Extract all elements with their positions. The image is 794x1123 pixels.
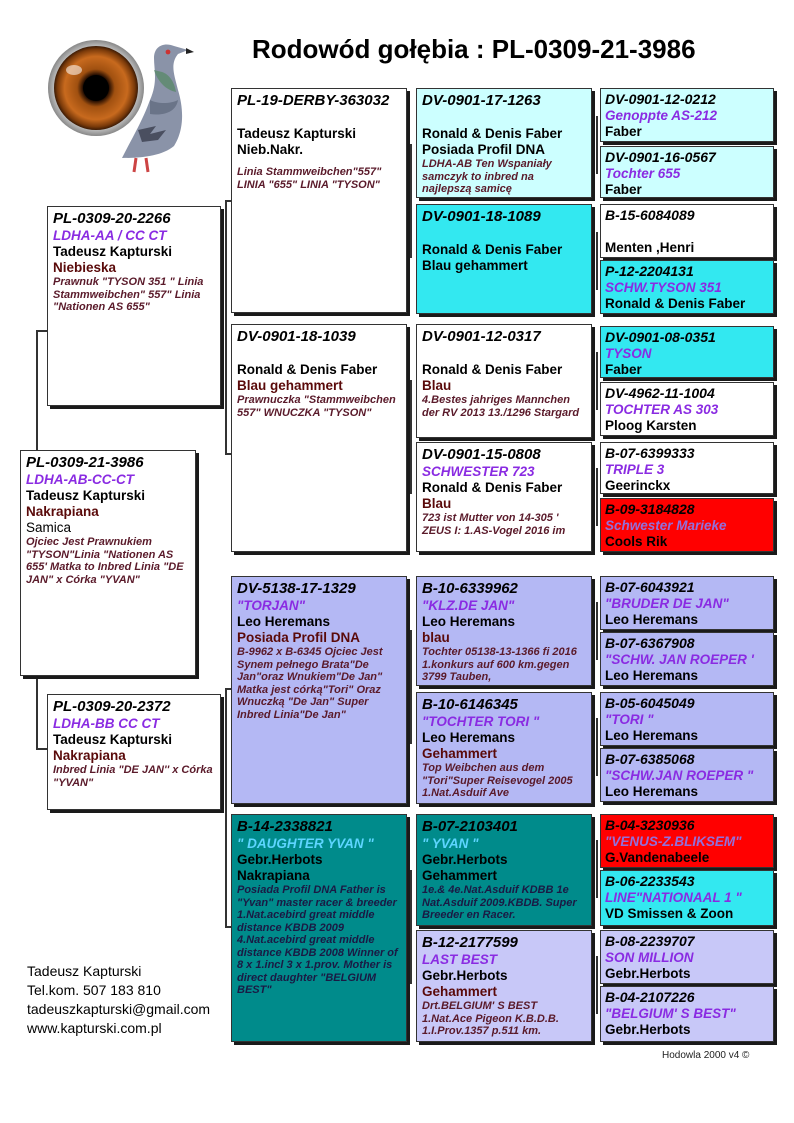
ring-number: DV-0901-18-1039 (237, 328, 356, 345)
g5-card (600, 814, 774, 868)
g5-card (600, 748, 774, 802)
mother-sire-card (231, 576, 407, 804)
notes: Drt.BELGIUM' S BEST 1.Nat.Ace Pigeon K.B.D.B. 1.I.Prov.1357 p.511 km. (422, 1000, 559, 1037)
ring-number: B-07-6043921 (605, 579, 695, 595)
pigeon-name: "KLZ.DE JAN" (422, 598, 515, 613)
ggp-mmf-card (416, 814, 592, 926)
ggp-fff-card (416, 88, 592, 198)
pigeon-name: "SCHW.JAN ROEPER " (605, 768, 754, 783)
contact-phone: Tel.kom. 507 183 810 (27, 982, 161, 998)
breeder: Faber (605, 124, 642, 139)
pigeon-name: "SCHW. JAN ROEPER ' (605, 652, 754, 667)
color: Blau (422, 496, 452, 511)
pigeon-name: LAST BEST (422, 952, 498, 967)
color: Blau gehammert (237, 378, 343, 393)
breeder: Geerinckx (605, 478, 671, 493)
ring-number: PL-0309-21-3986 (26, 454, 144, 471)
g5-card (600, 870, 774, 926)
breeder: Leo Heremans (605, 784, 699, 799)
ring-number: B-10-6146345 (422, 696, 518, 713)
ring-number: PL-0309-20-2266 (53, 210, 171, 227)
breeder: Ronald & Denis Faber (237, 362, 378, 377)
breeder: Menten ,Henri (605, 240, 695, 255)
notes: Posiada Profil DNA Father is "Yvan" master racer & breeder 1.Nat.acebird great middle distance KBDB 2009 4.Nat.acebird great middle distance KBDB 2008 Winner of 8 x 1.incl 3 x 1.prov. Mother is direct daughter "BELGIUM BEST" (237, 884, 398, 996)
ring-number: DV-0901-17-1263 (422, 92, 541, 109)
color: Posiada Profil DNA (237, 630, 361, 645)
notes: B-9962 x B-6345 Ojciec Jest Synem pełnego Brata"De Jan"oraz Wnukiem"De Jan" Matka jest córką"Tori" Oraz Wnuczką "De Jan" Super Inbred Linia"De Jan" (237, 646, 383, 721)
ring-number: B-07-6367908 (605, 635, 695, 651)
ring-number: P-12-2204131 (605, 263, 694, 279)
breeder: Tadeusz Kapturski (53, 732, 173, 747)
breeder: Faber (605, 362, 642, 377)
breeder: Gebr.Herbots (422, 852, 508, 867)
color: Nakrapiana (237, 868, 310, 883)
color: Gehammert (422, 868, 498, 883)
ring-number: B-07-2103401 (422, 818, 518, 835)
ring-number: B-04-3230936 (605, 817, 695, 833)
pigeon-name: SON MILLION (605, 950, 694, 965)
pigeon-name (605, 224, 769, 240)
breeder: Leo Heremans (605, 668, 699, 683)
g5-card (600, 146, 774, 198)
ring-number: B-07-6399333 (605, 445, 695, 461)
mother-card (47, 694, 221, 810)
ring-number: DV-5138-17-1329 (237, 580, 356, 597)
ring-number: B-08-2239707 (605, 933, 695, 949)
pigeon-name: "TORJAN" (237, 598, 306, 613)
ggp-mff-card (416, 576, 592, 686)
ring-number: DV-0901-12-0317 (422, 328, 541, 345)
pigeon-name: TRIPLE 3 (605, 462, 665, 477)
pigeon-name: SCHWESTER 723 (422, 464, 535, 479)
color: Gehammert (422, 746, 498, 761)
notes: Linia Stammweibchen"557" LINIA "655" LINIA "TYSON" (237, 166, 382, 191)
footer-version: Hodowla 2000 v4 © (662, 1050, 750, 1061)
g5-card (600, 498, 774, 552)
breeder: G.Vandenabeele (605, 850, 710, 865)
g5-card (600, 88, 774, 142)
pigeon-name: "TORI " (605, 712, 654, 727)
g5-card (600, 382, 774, 436)
notes: Prawnuczka "Stammweibchen 557" WNUCZKA "TYSON" (237, 394, 396, 419)
ring-number: DV-0901-18-1089 (422, 208, 541, 225)
page-title: Rodowód gołębia : PL-0309-21-3986 (252, 34, 696, 64)
breeder: Gebr.Herbots (422, 968, 508, 983)
mother-dam-card (231, 814, 407, 1042)
breeder: Gebr.Herbots (605, 966, 691, 981)
notes: 4.Bestes jahriges Mannchen der RV 2013 13./1296 Stargard (422, 394, 580, 419)
breeder: Ronald & Denis Faber (422, 480, 563, 495)
pigeon-name: Genoppte AS-212 (605, 108, 718, 123)
ring-number: B-09-3184828 (605, 501, 695, 517)
notes: LDHA-AB Ten Wspaniały samczyk to inbred na najlepszą samicę (422, 158, 552, 195)
color: Gehammert (422, 984, 498, 999)
ggp-fmm-card (416, 442, 592, 552)
g5-card (600, 442, 774, 494)
notes: Top Weibchen aus dem "Tori"Super Reisevogel 2005 1.Nat.Asduif Ave (422, 762, 573, 799)
breeder: Tadeusz Kapturski (53, 244, 173, 259)
sex: Samica (26, 520, 72, 535)
breeder: Tadeusz Kapturski (237, 126, 357, 141)
g5-card (600, 930, 774, 984)
notes: Tochter 05138-13-1366 fi 2016 1.konkurs auf 600 km.gegen 3799 Tauben, (422, 646, 577, 683)
father-dam-card (231, 324, 407, 552)
ggp-fmf-card (416, 324, 592, 438)
notes: Inbred Linia "DE JAN'' x Córka "YVAN" (53, 764, 213, 789)
breeder: VD Smissen & Zoon (605, 906, 734, 921)
ring-number: B-12-2177599 (422, 934, 518, 951)
breeder: Ronald & Denis Faber (605, 296, 746, 311)
g5-card (600, 204, 774, 258)
breeder: Leo Heremans (605, 612, 699, 627)
breeder: Cools Rik (605, 534, 668, 549)
contact-email[interactable]: tadeuszkapturski@gmail.com (27, 1001, 211, 1017)
ggp-ffm-card (416, 204, 592, 314)
color: Blau (422, 378, 452, 393)
breeder: Leo Heremans (605, 728, 699, 743)
breeder: Gebr.Herbots (237, 852, 323, 867)
color: Nakrapiana (53, 748, 126, 763)
pigeon-name: Schwester Marieke (605, 518, 727, 533)
ring-number: B-07-6385068 (605, 751, 695, 767)
g5-card (600, 576, 774, 630)
ring-number: B-05-6045049 (605, 695, 695, 711)
ring-number: DV-0901-15-0808 (422, 446, 541, 463)
contact-website[interactable]: www.kapturski.com.pl (27, 1020, 162, 1036)
color: Posiada Profil DNA (422, 142, 546, 157)
eye-and-pigeon-logo (46, 30, 196, 190)
breeder: Faber (605, 182, 642, 197)
ring-number: PL-0309-20-2372 (53, 698, 171, 715)
ring-number: PL-19-DERBY-363032 (237, 92, 390, 109)
ring-number: B-04-2107226 (605, 989, 695, 1005)
breeder: Gebr.Herbots (605, 1022, 691, 1037)
pigeon-name: "BELGIUM' S BEST" (605, 1006, 736, 1021)
ring-number: B-10-6339962 (422, 580, 518, 597)
contact-name: Tadeusz Kapturski (27, 963, 142, 979)
breeder: Ploog Karsten (605, 418, 697, 433)
pigeon-name: TOCHTER AS 303 (605, 402, 719, 417)
ring-number: DV-4962-11-1004 (605, 385, 715, 401)
g5-card (600, 692, 774, 746)
subject-card (20, 450, 196, 676)
ring-number: DV-0901-08-0351 (605, 329, 716, 345)
color: Nakrapiana (26, 504, 99, 519)
pigeon-name: SCHW.TYSON 351 (605, 280, 722, 295)
contact-info (27, 962, 210, 1038)
color: Blau gehammert (422, 258, 528, 273)
pigeon-name: "BRUDER DE JAN" (605, 596, 729, 611)
pigeon-name: LDHA-AB-CC-CT (26, 472, 134, 487)
pigeon-name: " YVAN " (422, 836, 479, 851)
ggp-mmm-card (416, 930, 592, 1042)
notes: Prawnuk "TYSON 351 " Linia Stammweibchen" 557" Linia "Nationen AS 655" (53, 276, 204, 313)
ggp-mfm-card (416, 692, 592, 804)
g5-card (600, 326, 774, 378)
ring-number: DV-0901-16-0567 (605, 149, 716, 165)
father-sire-card (231, 88, 407, 313)
pigeon-name: Tochter 655 (605, 166, 681, 181)
ring-number: DV-0901-12-0212 (605, 91, 716, 107)
notes: 1e.& 4e.Nat.Asduif KDBB 1e Nat.Asduif 2009.KBDB. Super Breeder en Racer. (422, 884, 577, 921)
ring-number: B-14-2338821 (237, 818, 333, 835)
color: Nieb.Nakr. (237, 142, 304, 157)
pigeon-name: LDHA-AA / CC CT (53, 228, 167, 243)
breeder: Ronald & Denis Faber (422, 126, 563, 141)
breeder: Leo Heremans (422, 730, 516, 745)
breeder: Leo Heremans (422, 614, 516, 629)
pigeon-name: "TOCHTER TORI " (422, 714, 540, 729)
pigeon-name: LINE"NATIONAAL 1 " (605, 890, 742, 905)
notes: Ojciec Jest Prawnukiem "TYSON"Linia "Nationen AS 655' Matka to Inbred Linia "DE JAN" x Córka "YVAN" (26, 536, 184, 586)
breeder: Leo Heremans (237, 614, 331, 629)
ring-number: B-06-2233543 (605, 873, 695, 889)
pigeon-name: TYSON (605, 346, 652, 361)
color: blau (422, 630, 450, 645)
breeder: Ronald & Denis Faber (422, 362, 563, 377)
color: Niebieska (53, 260, 117, 275)
notes: 723 ist Mutter von 14-305 ' ZEUS I: 1.AS-Vogel 2016 im (422, 512, 566, 537)
ring-number: B-15-6084089 (605, 207, 695, 223)
g5-card (600, 632, 774, 686)
breeder: Ronald & Denis Faber (422, 242, 563, 257)
breeder: Tadeusz Kapturski (26, 488, 146, 503)
pigeon-name: "VENUS-Z.BLIKSEM" (605, 834, 742, 849)
father-card (47, 206, 221, 406)
g5-card (600, 986, 774, 1042)
pigeon-name: LDHA-BB CC CT (53, 716, 160, 731)
pigeon-name: " DAUGHTER YVAN " (237, 836, 374, 851)
g5-card (600, 260, 774, 314)
